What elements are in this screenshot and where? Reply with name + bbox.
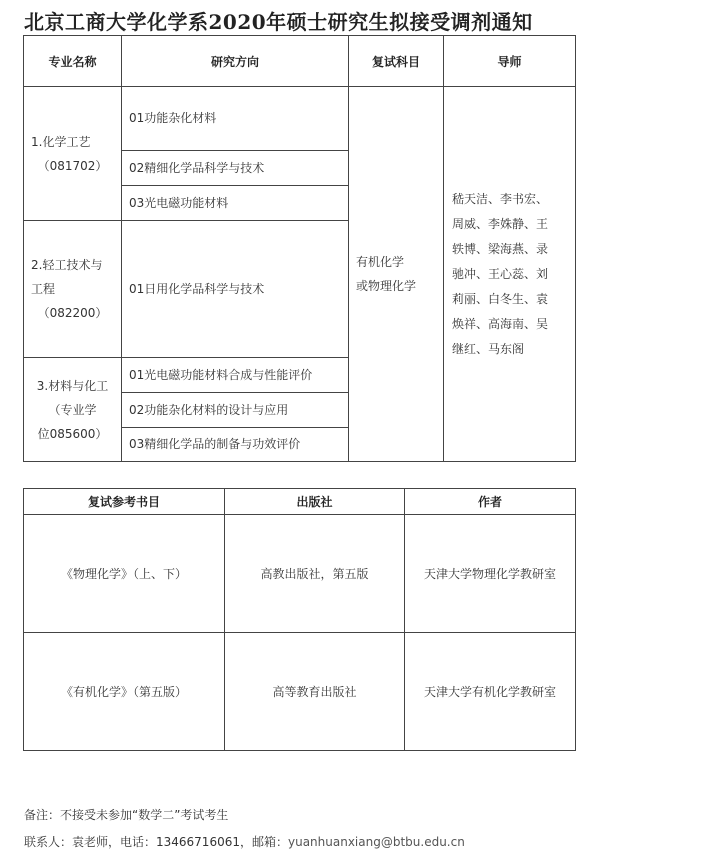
major-name: 2.轻工技术与 <box>31 258 103 272</box>
subject-line: 或物理化学 <box>356 279 417 293</box>
book-title: 《物理化学》（上、下） <box>24 515 225 633</box>
remark-note: 备注：不接受未参加“数学二”考试考生 <box>24 808 229 822</box>
major-cell <box>24 221 122 358</box>
subject-line: 有机化学 <box>356 255 405 269</box>
direction-cell: 03精细化学品的制备与功效评价 <box>122 428 349 462</box>
header-direction: 研究方向 <box>122 36 349 87</box>
advisor-line: 轶博、梁海燕、录 <box>452 241 549 256</box>
page-title: 北京工商大学化学系2020年硕士研究生拟接受调剂通知 <box>24 10 533 34</box>
major-code: （082200） <box>37 306 108 320</box>
book-author: 天津大学有机化学教研室 <box>405 633 576 751</box>
advisor-line: 莉丽、白冬生、袁 <box>452 291 549 306</box>
advisor-line: 焕祥、高海南、吴 <box>452 316 549 331</box>
book-author: 天津大学物理化学教研室 <box>405 515 576 633</box>
table-row <box>24 515 576 633</box>
major-cell <box>24 358 122 462</box>
major-code: （081702） <box>37 158 108 173</box>
major-name: 1.化学工艺 <box>31 134 91 149</box>
contact-line <box>24 833 465 850</box>
books-table <box>23 488 576 751</box>
book-publisher: 高等教育出版社 <box>225 633 405 751</box>
direction-cell: 01光电磁功能材料合成与性能评价 <box>122 358 349 393</box>
direction-cell: 02精细化学品科学与技术 <box>122 151 349 186</box>
header-advisor: 导师 <box>444 36 576 87</box>
book-publisher: 高教出版社，第五版 <box>225 515 405 633</box>
advisor-line: 周威、李姝静、王 <box>452 216 549 231</box>
advisor-line: 驰冲、王心蕊、刘 <box>452 266 549 281</box>
advisor-cell <box>444 87 576 462</box>
major-name: 3.材料与化工 <box>36 378 109 393</box>
advisor-line: 嵇天洁、李书宏、 <box>452 191 549 206</box>
header-major: 专业名称 <box>24 36 122 87</box>
majors-table <box>23 35 576 462</box>
header-publisher: 出版社 <box>225 489 405 515</box>
subject-cell <box>349 87 444 462</box>
direction-cell: 01日用化学品科学与技术 <box>122 221 349 358</box>
contact-text: 联系人：袁老师，电话：13466716061，邮箱： <box>24 835 288 849</box>
direction-cell: 03光电磁功能材料 <box>122 186 349 221</box>
book-title: 《有机化学》（第五版） <box>24 633 225 751</box>
email-link[interactable]: yuanhuanxiang@btbu.edu.cn <box>287 835 465 849</box>
major-code: 位085600） <box>37 426 108 441</box>
direction-cell: 01功能杂化材料 <box>122 87 349 151</box>
direction-cell: 02功能杂化材料的设计与应用 <box>122 393 349 428</box>
major-cell <box>24 87 122 221</box>
header-subject: 复试科目 <box>349 36 444 87</box>
major-code: （专业学 <box>48 402 97 417</box>
header-book: 复试参考书目 <box>24 489 225 515</box>
major-name: 工程 <box>31 282 56 296</box>
header-author: 作者 <box>405 489 576 515</box>
advisor-line: 继红、马东阁 <box>452 341 525 356</box>
table-row <box>24 633 576 751</box>
